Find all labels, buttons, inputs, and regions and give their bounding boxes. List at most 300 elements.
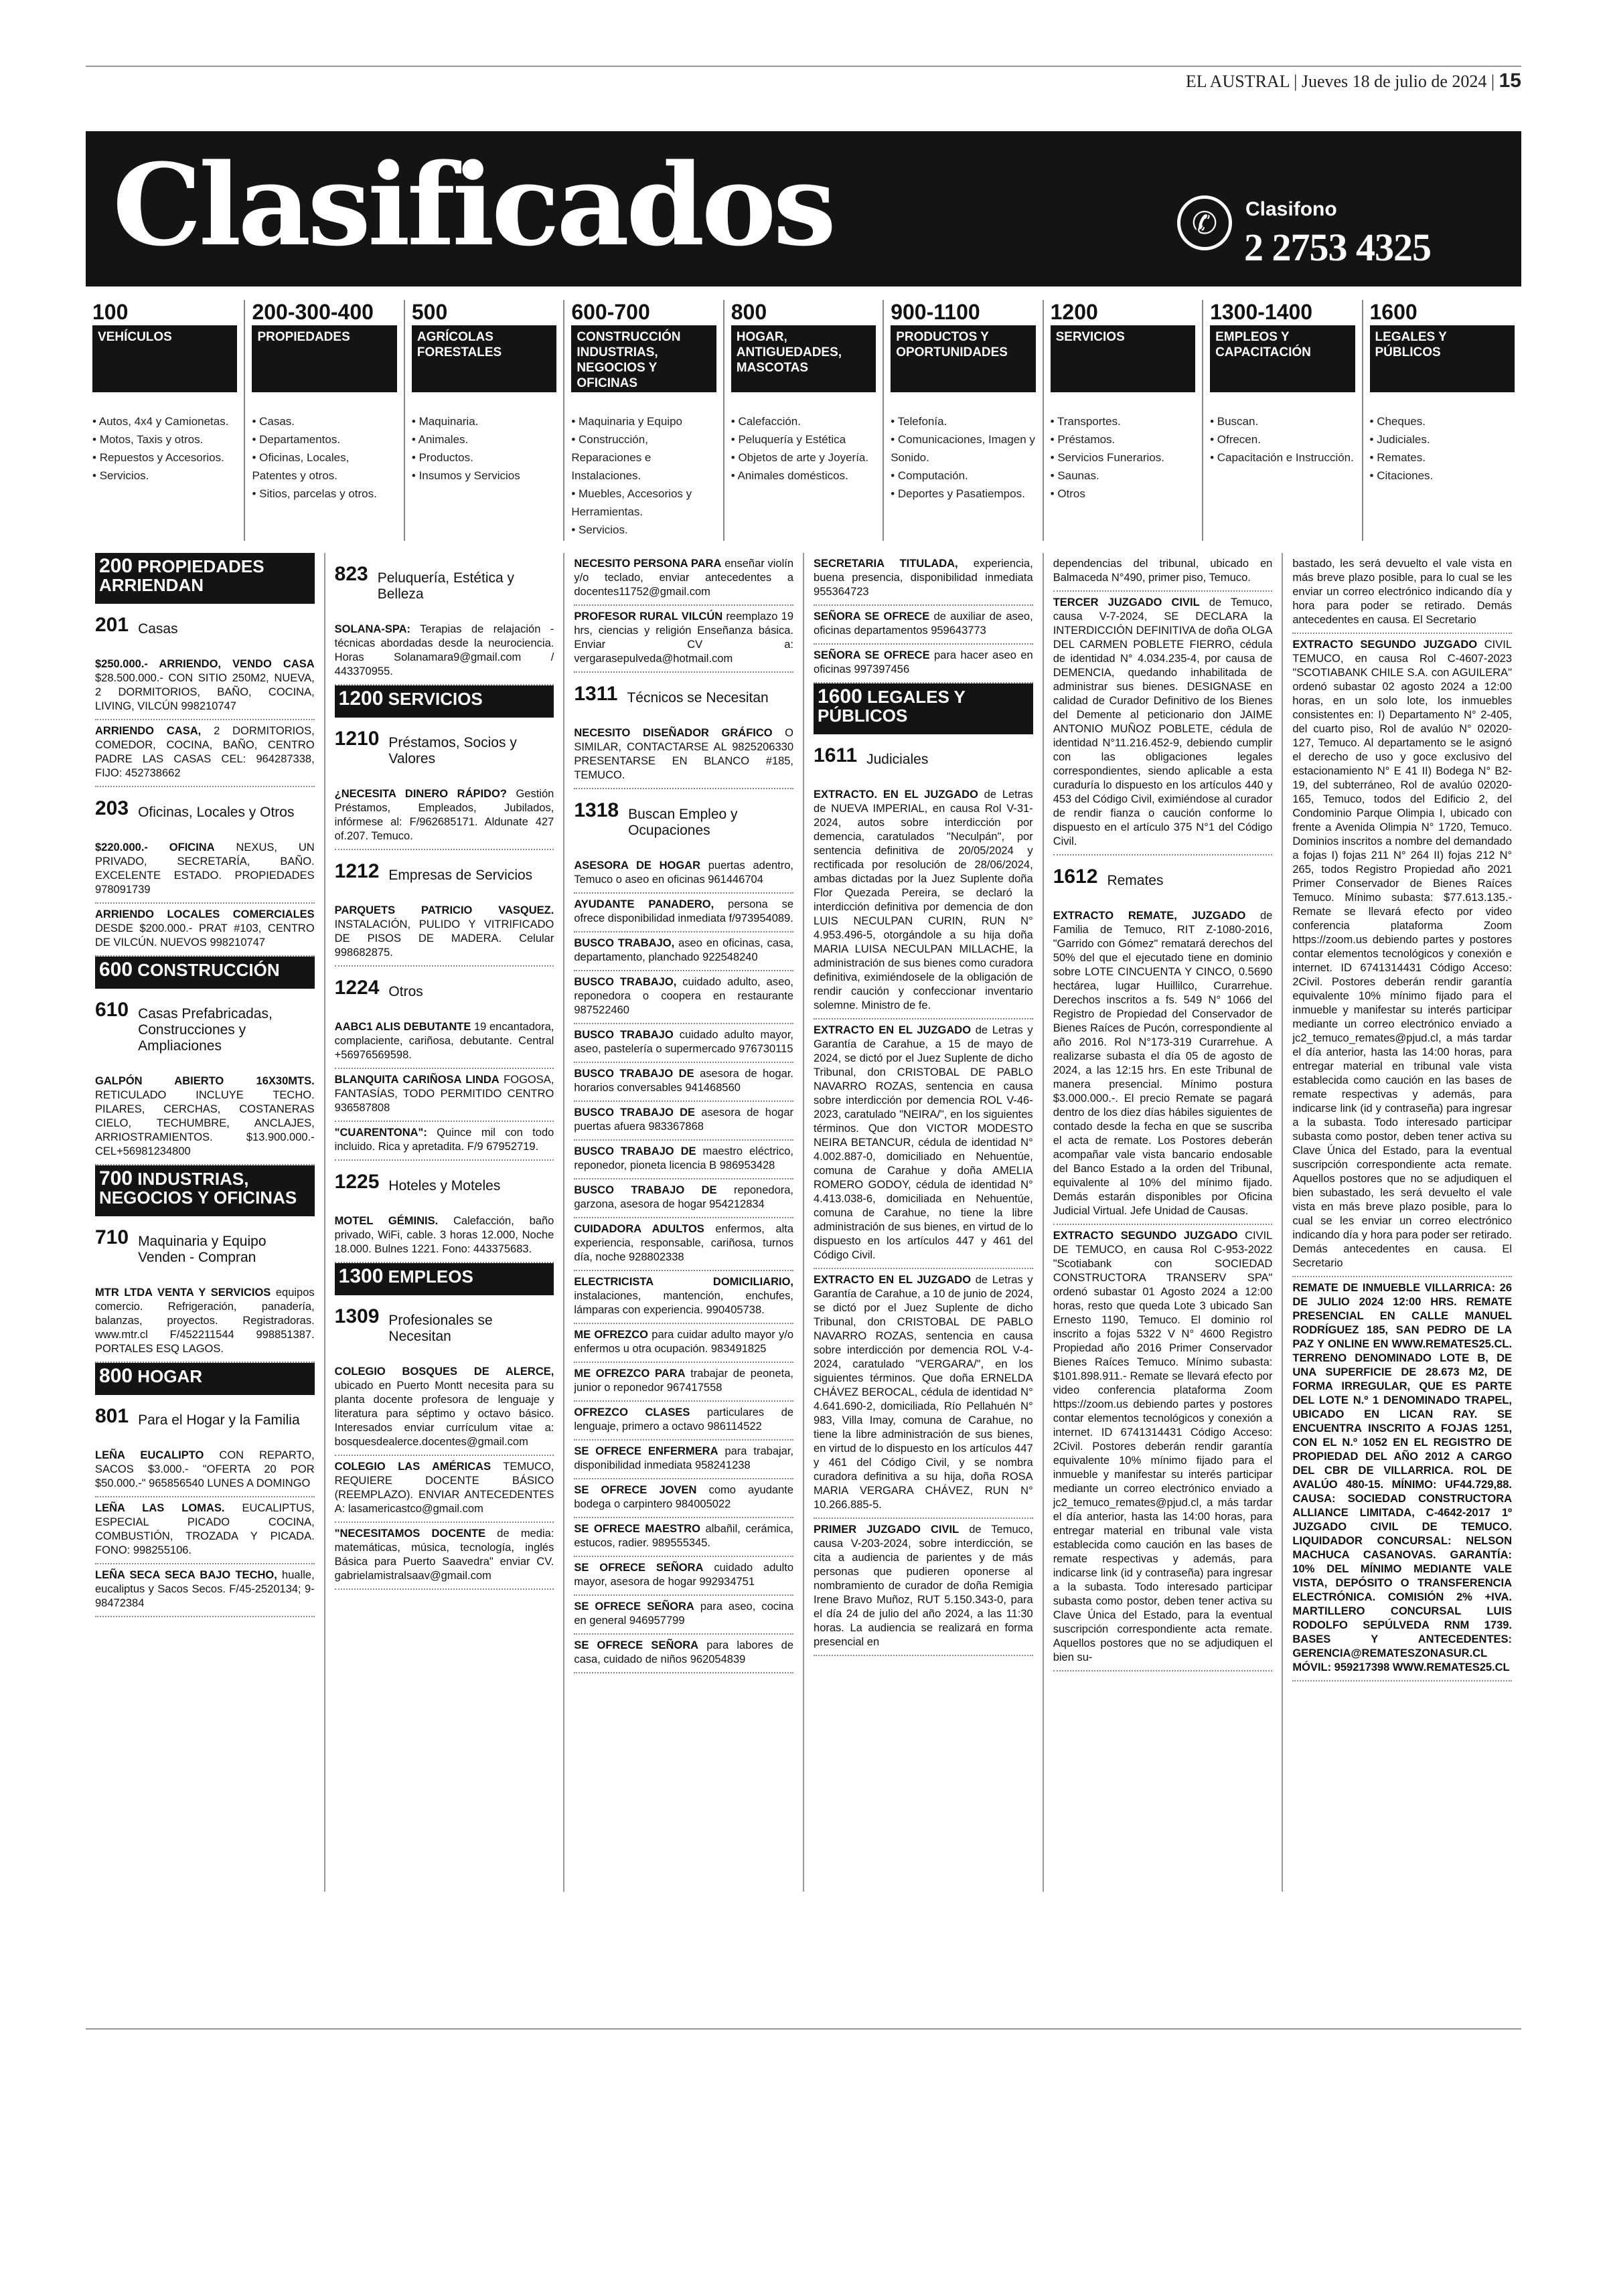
subsection-number: 1225 (334, 1171, 380, 1193)
classifieds-columns (86, 553, 1521, 1892)
classified-ad (574, 932, 793, 971)
ad-lead: EXTRACTO REMATE, JUZGADO (1053, 910, 1246, 922)
category-index (86, 300, 1521, 541)
classified-ad (95, 1497, 315, 1564)
ad-text: equipos comercio. Refrigeración, panadería, balanzas, proyectos. Registradoras. www.mtr.cl F/452211544 998851387. PORTALES ESQ LAGOS. (95, 1287, 315, 1355)
ad-text: de Temuco, causa V-7-2024, SE DECLARA la INTERDICCIÓN DEFINITIVA de doña OLGA DEL CARMEN POBLETE FIERRO, cédula de identidad N° 4.034.235-4, por causa de DEMENCIA, quedando inhabilitada de administrar sus bienes. DESIGNASE en calidad de Curador Definitivo de los Bienes del Demente al peticionario don JAIME ANTONIO MUÑOZ POBLETE, cédula de identidad N°11.216.452-9, debiendo cumplir con las obligaciones legales correspondientes, siendo aplicable a esta curaduría lo dispuesto en los artículos 440 y 453 del Código Civil, eximiéndose al curador de rendir fianza o caución conforme lo dispuesto en el artículo 375 N°1 del Código Civil. (1053, 596, 1273, 847)
ad-lead: PRIMER JUZGADO CIVIL (814, 1524, 960, 1536)
index-item: • Citaciones. (1370, 467, 1515, 485)
classified-ad (335, 1456, 554, 1523)
section-title: SERVICIOS (388, 689, 483, 709)
subsection-title: Buscan Empleo y Ocupaciones (628, 807, 738, 838)
ad-lead: SECRETARIA TITULADA, (814, 558, 958, 570)
classified-ad (814, 606, 1033, 645)
classified-ad (574, 1179, 793, 1218)
subsection-title: Empresas de Servicios (388, 868, 533, 883)
index-items (252, 412, 396, 503)
classified-ad (574, 1441, 793, 1479)
ad-lead: MOTEL GÉMINIS. (334, 1215, 439, 1227)
classified-ad (574, 1271, 793, 1324)
subsection-header (95, 797, 315, 821)
subsection-header (574, 683, 793, 706)
section-header (95, 957, 315, 989)
classified-ad (1053, 592, 1273, 855)
subsection-title: Casas (138, 621, 178, 637)
subsection-number: 203 (95, 797, 129, 819)
classifieds-banner (86, 131, 1521, 286)
ad-lead: SE OFRECE SEÑORA (574, 1601, 694, 1613)
index-item: • Remates. (1370, 448, 1515, 467)
index-label: CONSTRUCCIÓN INDUSTRIAS, NEGOCIOS Y OFICINAS (571, 325, 716, 392)
index-item: • Servicios. (92, 467, 237, 485)
subsection-title: Otros (388, 984, 423, 999)
index-label: PRODUCTOS Y OPORTUNIDADES (891, 325, 1035, 392)
ad-text: reponedora, garzona, asesora de hogar 954212834 (574, 1184, 794, 1210)
ad-text: enfermos, alta experiencia, responsable, cariñosa, turnos día, noche 928802338 (574, 1223, 794, 1263)
index-item: • Servicios. (571, 521, 716, 539)
classified-ad (95, 1445, 315, 1497)
index-number: 1200 (1050, 300, 1098, 324)
subsection-header (95, 1226, 315, 1266)
ad-lead: BUSCO TRABAJO DE (574, 1184, 717, 1196)
index-label: LEGALES Y PÚBLICOS (1370, 325, 1515, 392)
classified-ad (1053, 905, 1273, 1225)
ad-text: cuidado adulto mayor, aseo, pastelería o supermercado 976730115 (574, 1029, 794, 1055)
ad-text: albañil, cerámica, estucos, radier. 989555345. (574, 1523, 794, 1549)
index-item: • Maquinaria. (412, 412, 556, 430)
ad-lead: ARRIENDO CASA, (95, 725, 202, 737)
index-item: • Insumos y Servicios (412, 467, 556, 485)
classified-ad (95, 1070, 315, 1165)
classified-ad (574, 1557, 793, 1596)
classified-ad (95, 904, 315, 957)
section-header (95, 1363, 315, 1395)
classified-ad (574, 1479, 793, 1518)
subsection-number: 610 (95, 999, 129, 1021)
classified-ad (574, 553, 793, 606)
section-title: CONSTRUCCIÓN (137, 960, 280, 980)
ad-lead: BUSCO TRABAJO DE (574, 1068, 694, 1080)
ad-lead: $220.000.- OFICINA (95, 841, 215, 853)
ad-lead: ME OFREZCO PARA (574, 1368, 686, 1380)
ad-text: hualle, eucaliptus y Sacos Secos. F/45-2520134; 9-98472384 (95, 1569, 315, 1609)
ad-text: CON REPARTO, SACOS $3.000.- "OFERTA 20 POR $50.000.-" 965856540 LUNES A DOMINGO (95, 1449, 315, 1489)
index-number: 800 (731, 300, 767, 324)
index-label: PROPIEDADES (252, 325, 396, 392)
index-number: 1300-1400 (1210, 300, 1313, 324)
classifieds-column (86, 553, 325, 1892)
ad-text: bastado, les será devuelto el vale vista en más breve plazo posible, para lo cual se les enviar un correo electrónico indicando día y hora para poder se retirado. Demás antecedentes en causa. El Secretario (1292, 558, 1513, 626)
subsection-number: 823 (334, 563, 368, 585)
ad-text: FOGOSA, FANTASÍAS, TODO PERMITIDO CENTRO 936587808 (334, 1074, 554, 1114)
subsection-number: 1212 (334, 860, 380, 882)
ad-lead: SE OFRECE ENFERMERA (574, 1445, 718, 1457)
section-title: INDUSTRIAS, NEGOCIOS Y OFICINAS (99, 1169, 297, 1208)
classified-ad (574, 1402, 793, 1441)
ad-lead: BUSCO TRABAJO DE (574, 1145, 696, 1157)
ad-text: para trabajar, disponibilidad inmediata 958241238 (574, 1445, 794, 1471)
subsection-title: Casas Prefabricadas, Construcciones y Ampliaciones (138, 1006, 273, 1054)
ad-lead: REMATE DE INMUEBLE VILLARRICA: 26 DE JULIO 2024 12:00 HRS. REMATE PRESENCIAL EN CALLE MANUEL RODRÍGUEZ 185, SAN PEDRO DE LA PAZ Y ONLINE EN WWW.REMATES25.CL. TERRENO DENOMINADO LOTE B, DE UNA SUPERFICIE DE 28.673 M2, DE FORMA IRREGULAR, QUE ES PARTE DEL LOTE N.º 1 DENOMINADO TRAPEL, UBICADO EN LICAN RAY. SE ENCUENTRA INSCRITO A FOJAS 1251, CON EL N.º 1052 EN EL REGISTRO DE PROPIEDAD DEL AÑO 2012 A CARGO DEL CBR DE VILLARRICA. ROL DE AVALÚO 480-15. MÍNIMO: UF44.729,88. CAUSA: SOCIEDAD CONSTRUCTORA ALLIANCE LIMITADA, C-4642-2017 1º JUZGADO CIVIL DE TEMUCO. LIQUIDADOR CONCURSAL: NELSON MACHUCA CASANOVAS. GARANTÍA: 10% DEL MÍNIMO MEDIANTE VALE VISTA, DEPÓSITO O TRANSFERENCIA ELECTRÓNICA. COMISIÓN 2% +IVA. MARTILLERO CONCURSAL LUIS RODOLFO SEPÚLVEDA RNM 1739. BASES Y ANTECEDENTES: GERENCIA@REMATESZONASUR.CL MÓVIL: 959217398 WWW.REMATES25.CL (1292, 1282, 1513, 1673)
ad-lead: EXTRACTO SEGUNDO JUZGADO (1292, 639, 1478, 651)
ad-lead: ME OFREZCO (574, 1329, 649, 1341)
index-number: 900-1100 (891, 300, 980, 324)
classified-ad (335, 1210, 554, 1263)
ad-lead: LEÑA LAS LOMAS. (95, 1502, 225, 1514)
classified-ad (574, 894, 793, 932)
index-number: 600-700 (571, 300, 650, 324)
subsection-title: Para el Hogar y la Familia (138, 1412, 300, 1428)
subsection-number: 710 (95, 1226, 129, 1248)
ad-lead: SE OFRECE JOVEN (574, 1484, 697, 1496)
ad-lead: CUIDADORA ADULTOS (574, 1223, 704, 1235)
paper-name: EL AUSTRAL (1185, 72, 1290, 91)
ad-text: CIVIL TEMUCO, en causa Rol C-4607-2023 "SCOTIABANK CHILE S.A. con AGUILERA" ordenó subastar 02 agosto 2024 a 12:00 horas, en un solo lote, los inmuebles consistentes en: I) Departamento N° 2-405, del cuarto piso, Rol de avalúo N° 02020-127, Temuco. Al departamento se le asignó el derecho de uso y goce exclusivo del estacionamiento N° E 41 II) Bodega N° B2-19, del subterráneo, Rol de avalúo 02020-165, Temuco, todos del Edificio 2, del Condominio Parque Olimpia I, ubicado con frente a Avenida Olimpia N° 1720, Temuco. Dominios inscritos a nombre del demandado a fojas I) fojas 211 N° 264 II) fojas 212 N° 265, todos Registro Propiedad año 2021 Primer Conservador de Bienes Raíces Temuco. Mínimo subasta: $77.613.135.- Remate se llevará efecto por video conferencia plataforma Zoom https://zoom.us debiendo partes y postores contar elementos tecnológicos y conexión e internet. ID 6741314431 Código Acceso: 2Civil. Postores deberán rendir garantía equivalente 10% mínimo fijado para el inmueble y manifestar su interés participar mediante un correo electrónico enviado a jc2_temuco_remates@pjud.cl, a más tardar el día anterior, hasta las 14:00 horas, para entregar material en tribunal vale vista establecida como caución en las bases de remate respectivas y además, para indicarse link (id y contraseña) para ingresar a la subasta. Todo interesado participar subasta como postor, deben tener activa su Clave Única del Estado, para la eventual suscripción correspondiente acta remate. Aquellos postores que no se adjudiquen el bien subastado, les será devuelto el vale vista en más breve plazo posible, para lo cual se les enviar un correo electrónico indicando día y hora para poder ser retirado. Demás antecedentes en causa. El Secretario (1292, 639, 1513, 1269)
ad-lead: TERCER JUZGADO CIVIL (1053, 596, 1200, 608)
index-items (1370, 412, 1515, 485)
ad-text: de auxiliar de aseo, oficinas departamentos 959643773 (814, 610, 1033, 637)
section-number: 600 (99, 959, 133, 981)
index-item: • Objetos de arte y Joyería. (731, 448, 876, 467)
ad-lead: PARQUETS PATRICIO VASQUEZ. (334, 904, 554, 916)
index-item: • Calefacción. (731, 412, 876, 430)
classified-ad (814, 784, 1033, 1019)
clasifono-label: Clasifono (1245, 198, 1337, 220)
ad-text: 19 encantadora, complaciente, cariñosa, debutante. Central +56976569598. (334, 1021, 554, 1061)
index-item: • Maquinaria y Equipo (571, 412, 716, 430)
ad-text: para hacer aseo en oficinas 997397456 (814, 649, 1033, 675)
ad-text: asesora de hogar. horarios conversables 941468560 (574, 1068, 794, 1094)
ad-lead: EXTRACTO. EN EL JUZGADO (814, 789, 978, 801)
section-header (95, 1165, 315, 1216)
ad-lead: EXTRACTO EN EL JUZGADO (814, 1024, 972, 1036)
classified-ad (335, 1361, 554, 1456)
subsection-title: Maquinaria y Equipo Venden - Compran (138, 1234, 266, 1265)
ad-lead: ELECTRICISTA DOMICILIARIO, (574, 1276, 794, 1288)
classified-ad (574, 1324, 793, 1363)
subsection-header (95, 999, 315, 1054)
index-item: • Productos. (412, 448, 556, 467)
classifieds-column (564, 553, 804, 1892)
section-number: 800 (99, 1365, 133, 1387)
index-category (245, 300, 404, 541)
ad-lead: SE OFRECE SEÑORA (574, 1639, 699, 1651)
ad-text: CIVIL DE TEMUCO, en causa Rol C-953-2022 "Scotiabank con SOCIEDAD CONSTRUCTORA TRANSERV SPA" ordenó subastar 01 Agosto 2024 a 12:00 horas, resto que queda Lote 3 ubicado San Ernesto 1190, Temuco. El dominio rol inscrito a fojas 5322 V N° 4600 Registro Propiedad año 2016 Primer Conservador Bienes Raíces Temuco. Mínimo subasta: $101.898.911.- Remate se llevará efecto por video conferencia plataforma Zoom https://zoom.us debiendo partes y postores contar elementos tecnológicos y conexión a internet. ID 6741314431 Código Acceso: 2Civil. Postores deberán rendir garantía equivalente 10% mínimo fijado para el inmueble y manifestar su interés participar mediante un correo electrónico enviado a jc2_temuco_remates@pjud.cl, a más tardar el día anterior, hasta las 14:00 horas, para entregar material en tribunal vale vista establecida como caución en las bases de remate respectivas y además, para indicarse link (id y contraseña) para ingresar a la subasta. Todo interesado participar subasta como postor, deben tener activa su Clave Única del Estado, para la eventual suscripción correspondiente acta remate. Aquellos postores que no se adjudiquen el bien su- (1053, 1230, 1273, 1663)
subsection-number: 1318 (574, 799, 619, 821)
ad-lead: $250.000.- ARRIENDO, VENDO CASA (95, 658, 315, 670)
ad-text: ubicado en Puerto Montt necesita para su planta docente profesora de lenguaje y literatura para séptimo y octavo básico. Interesados enviar currículum vitae a: bosquesdealerce.docentes@gmail.com (334, 1380, 554, 1448)
subsection-header (574, 799, 793, 839)
index-item: • Autos, 4x4 y Camionetas. (92, 412, 237, 430)
section-number: 1300 (338, 1265, 384, 1287)
index-category (724, 300, 884, 541)
classified-ad (1292, 634, 1512, 1277)
classified-ad (95, 653, 315, 720)
ad-text: DESDE $200.000.- PRAT #103, CENTRO DE VILCÚN. NUEVOS 998210747 (95, 922, 315, 949)
index-label: SERVICIOS (1051, 325, 1195, 392)
ad-lead: PROFESOR RURAL VILCÚN (574, 610, 723, 623)
classified-ad (95, 837, 315, 904)
index-category (884, 300, 1043, 541)
index-item: • Buscan. (1210, 412, 1355, 430)
classified-ad (574, 1024, 793, 1063)
ad-text: particulares de lenguaje, primero a octavo 986114522 (574, 1406, 794, 1432)
index-item: • Cheques. (1370, 412, 1515, 430)
ad-lead: COLEGIO BOSQUES DE ALERCE, (334, 1366, 554, 1378)
ad-lead: BUSCO TRABAJO (574, 1029, 674, 1041)
classified-ad (574, 855, 793, 894)
classified-ad (335, 1122, 554, 1161)
index-item: • Ofrecen. (1210, 430, 1355, 448)
subsection-number: 1612 (1053, 866, 1098, 888)
subsection-number: 1210 (334, 728, 380, 750)
index-item: • Repuestos y Accesorios. (92, 448, 237, 467)
ad-lead: MTR LTDA VENTA Y SERVICIOS (95, 1287, 271, 1299)
index-number: 100 (92, 300, 129, 324)
subsection-number: 201 (95, 614, 129, 636)
section-header (335, 685, 554, 718)
classified-ad (574, 1218, 793, 1271)
classified-ad (814, 1269, 1033, 1519)
ad-lead: SEÑORA SE OFRECE (814, 649, 930, 661)
ad-text: TEMUCO, REQUIERE DOCENTE BÁSICO (REEMPLAZO). ENVIAR ANTECEDENTES A: lasamericastco@gmail.com (334, 1461, 554, 1515)
ad-lead: BUSCO TRABAJO DE (574, 1106, 696, 1119)
ad-text: NEXUS, UN PRIVADO, SECRETARÍA, BAÑO. EXCELENTE ESTADO. PROPIEDADES 978091739 (95, 841, 315, 896)
ad-text: como ayudante bodega o carpintero 984005022 (574, 1484, 794, 1510)
index-item: • Deportes y Pasatiempos. (891, 485, 1035, 503)
index-item: • Judiciales. (1370, 430, 1515, 448)
ad-lead: AABC1 ALIS DEBUTANTE (334, 1021, 471, 1033)
ad-text: $28.500.000.- CON SITIO 250M2, NUEVA, 2 DORMITORIOS, BAÑO, COCINA, LIVING, VILCÚN 998210747 (95, 672, 315, 712)
ad-lead: SEÑORA SE OFRECE (814, 610, 930, 623)
subsection-title: Profesionales se Necesitan (388, 1313, 493, 1344)
classified-ad (814, 553, 1033, 606)
ad-text: persona se ofrece disponibilidad inmediata f/973954089. (574, 898, 793, 924)
subsection-header (1053, 866, 1273, 889)
index-item: • Peluquería y Estética (731, 430, 876, 448)
issue-date: Jueves 18 de julio de 2024 (1301, 72, 1487, 91)
index-label: HOGAR, ANTIGUEDADES, MASCOTAS (731, 325, 876, 392)
index-category (564, 300, 724, 541)
index-category (405, 300, 564, 541)
section-title: EMPLEOS (388, 1266, 473, 1287)
index-item: • Muebles, Accesorios y Herramientas. (571, 485, 716, 521)
index-item: • Saunas. (1051, 467, 1195, 485)
index-item: • Telefonía. (891, 412, 1035, 430)
ad-text: INSTALACIÓN, PULIDO Y VITRIFICADO DE PISOS DE MADERA. Celular 998682875. (334, 918, 554, 959)
subsection-header (334, 1171, 554, 1194)
index-item: • Comunicaciones, Imagen y Sonido. (891, 430, 1035, 467)
ad-text: aseo en oficinas, casa, departamento, planchado 922548240 (574, 937, 794, 963)
classified-ad (335, 1523, 554, 1590)
classified-ad (574, 1518, 793, 1557)
index-items (1051, 412, 1195, 503)
classified-ad (1292, 553, 1512, 634)
index-number: 1600 (1369, 300, 1418, 324)
ad-lead: NECESITO DISEÑADOR GRÁFICO (574, 727, 773, 739)
index-number: 500 (411, 300, 448, 324)
ad-text: Calefacción, baño privado, WiFi, cable. 3 horas 12.000, Noche 18.000. Bulnes 1221. Fono: 443375683. (334, 1215, 554, 1255)
subsection-number: 1309 (334, 1305, 380, 1327)
ad-lead: AYUDANTE PANADERO, (574, 898, 714, 910)
classified-ad (335, 783, 554, 850)
top-rule (86, 66, 1521, 67)
classified-ad (574, 606, 793, 673)
index-items (1210, 412, 1355, 467)
index-item: • Capacitación e Instrucción. (1210, 448, 1355, 467)
classified-ad (95, 1282, 315, 1363)
ad-text: Terapias de relajación - técnicas abordadas desde la neurociencia. Horas Solanamara9@gmail.com / 443370955. (334, 623, 554, 677)
subsection-title: Judiciales (866, 752, 929, 767)
index-category (1363, 300, 1521, 541)
section-header (95, 553, 315, 604)
index-item: • Préstamos. (1051, 430, 1195, 448)
subsection-title: Préstamos, Socios y Valores (388, 735, 517, 766)
classified-ad (335, 1016, 554, 1069)
subsection-title: Hoteles y Moteles (388, 1178, 501, 1194)
index-item: • Servicios Funerarios. (1051, 448, 1195, 467)
classified-ad (814, 1019, 1033, 1269)
index-items (412, 412, 556, 485)
subsection-header (334, 860, 554, 884)
ad-text: para aseo, cocina en general 946957799 (574, 1601, 794, 1627)
ad-lead: BUSCO TRABAJO, (574, 937, 675, 949)
ad-text: de Temuco, causa V-203-2024, sobre interdicción, se cita a audiencia de parientes y de más personas que pudieren oponerse al nombramiento de curador de doña Remigia Irene Bravo Muñoz, RUT 5.150.343-0, para el día 24 de julio del año 2024, a las 11:30 horas. La audiencia se realizará en forma presencial en (814, 1524, 1033, 1648)
section-title: PROPIEDADES ARRIENDAN (99, 556, 264, 595)
classified-ad (95, 720, 315, 787)
subsection-header (334, 977, 554, 1000)
classified-ad (574, 971, 793, 1024)
index-items (571, 412, 716, 539)
ad-text: de Letras de NUEVA IMPERIAL, en causa Rol V-31-2024, autos sobre interdicción por demencia, caratulados "Neculpán", por sentencia definitiva de 20/05/2024 y rectificada por resolución de 28/06/2024, ambas dictadas por la Juez Suplente doña Flor Quezada Pereira, se declaró la interdicción definitiva por demencia de don LUIS NECULPAN CURIN, RUN N° 4.953.496-5, otorgándole a su hija doña MARIA LUISA NECULPAN MILLACHE, la administración de sus bienes como curadora definitiva, eximiéndosele de la obligación de rendir caución y confeccionar inventario solemne. Ministro de fe. (814, 789, 1033, 1011)
index-item: • Animales. (412, 430, 556, 448)
subsection-number: 801 (95, 1405, 129, 1427)
ad-text: enseñar violín y/o teclado, enviar antecedentes a docentes11752@gmail.com (574, 558, 794, 598)
ad-lead: LEÑA EUCALIPTO (95, 1449, 204, 1461)
index-item: • Sitios, parcelas y otros. (252, 485, 396, 503)
ad-lead: ARRIENDO LOCALES COMERCIALES (95, 908, 315, 920)
ad-lead: SOLANA-SPA: (334, 623, 411, 635)
ad-text: EUCALIPTUS, ESPECIAL PICADO COCINA, COMBUSTIÓN, TROZADA Y PICADA. FONO: 998255106. (95, 1502, 315, 1556)
section-number: 1600 (818, 685, 862, 708)
classified-ad (1292, 1277, 1512, 1682)
classified-ad (335, 1069, 554, 1122)
ad-lead: OFREZCO CLASES (574, 1406, 690, 1418)
classified-ad (574, 1363, 793, 1402)
subsection-header (334, 563, 554, 602)
classified-ad (574, 1063, 793, 1102)
ad-lead: SE OFRECE SEÑORA (574, 1562, 704, 1574)
subsection-header (95, 614, 315, 637)
ad-lead: SE OFRECE MAESTRO (574, 1523, 700, 1535)
ad-text: O SIMILAR, CONTACTARSE AL 9825206330 PRESENTARSE EN BLANCO #185, TEMUCO. (574, 727, 794, 781)
index-item: • Casas. (252, 412, 396, 430)
page-header: EL AUSTRAL | Jueves 18 de julio de 2024 | 15 (1185, 70, 1521, 92)
classified-ad (95, 1564, 315, 1617)
index-items (92, 412, 237, 485)
ad-lead: COLEGIO LAS AMÉRICAS (334, 1461, 491, 1473)
ad-text: de Letras y Garantía de Carahue, a 10 de junio de 2024, se dictó por el Juez Suplente de dicho Tribunal, don CRISTOBAL DE PABLO NAVARRO ROZAS, sentencia en causa sobre interdicción por demencia ROL V-4-2024, caratulado "VERGARA/", en los siguientes términos. Que doña ERNELDA CHÁVEZ BEROCAL, cédula de identidad N° 4.641.690-2, domiciliada, Río Pellahuén N° 983, Villa Imay, comuna de Carahue, no tiene la libre administración de sus bienes, en virtud de lo dispuesto en los artículos 447 y 461 del Código Civil, y se nombra curadora definitiva a su hija, doña ROSA MARIA VERGARA CHÁVEZ, RUN N° 10.266.885-5. (814, 1274, 1033, 1511)
index-item: • Motos, Taxis y otros. (92, 430, 237, 448)
classified-ad (814, 1519, 1033, 1656)
section-header (335, 1263, 554, 1295)
index-category (86, 300, 245, 541)
ad-lead: NECESITO PERSONA PARA (574, 558, 722, 570)
index-label: EMPLEOS Y CAPACITACIÓN (1210, 325, 1355, 392)
ad-text: reemplazo 19 hrs, ciencias y religión Enseñanza básica. Enviar CV a: vergarasepulveda@hotmail.com (574, 610, 794, 665)
ad-lead: EXTRACTO EN EL JUZGADO (814, 1274, 972, 1286)
index-item: • Construcción, Reparaciones e Instalaciones. (571, 430, 716, 485)
section-header (814, 683, 1033, 734)
index-item: • Otros (1051, 485, 1195, 503)
subsection-header (95, 1405, 315, 1428)
classified-ad (574, 1596, 793, 1635)
subsection-number: 1224 (334, 977, 380, 999)
index-number: 200-300-400 (252, 300, 374, 324)
ad-text: Quince mil con todo incluido. Rica y apretadita. F/9 67952719. (334, 1127, 554, 1153)
index-items (731, 412, 876, 485)
subsection-header (334, 728, 554, 767)
ad-text: de Familia de Temuco, RIT Z-1080-2016, "Garrido con Gómez" rematará derechos del 50% del que el ejecutado tiene en dominio sobre LOTE CINCUENTA Y CINCO, 0.5690 hectárea, lugar Huillilco, Curarrehue. Derechos inscritos a fs. 549 N° 1066 del Registro de Propiedad del Conservador de Bienes Raíces de Pucón, correspondiente al año 2016. Rol N°173-319 Curarrehue. A realizarse subasta el día 05 de agosto de 2024, a las 12:15 hrs. En este Tribunal de manera presencial. Mínimo postura $3.000.000.-. El precio Remate se pagará dentro de los diez días hábiles siguientes de contado desde la fecha en que se suscriba el acta de remate. Los Postores deberán acompañar vale vista bancario endosable del Banco Estado a la orden del Tribunal, equivalente al 10% del mínimo fijado. Demás estarán disponibles por Oficina Judicial Virtual. Jefe Unidad de Causas. (1053, 910, 1273, 1217)
page-number: 15 (1499, 70, 1521, 92)
banner-title: Clasificados (112, 139, 834, 271)
index-items (891, 412, 1035, 503)
classified-ad (574, 1635, 793, 1673)
index-item: • Animales domésticos. (731, 467, 876, 485)
ad-lead: GALPÓN ABIERTO 16X30MTS. (95, 1075, 315, 1087)
ad-text: asesora de hogar puertas afuera 983367868 (574, 1106, 794, 1133)
ad-text: trabajar de peoneta, junior o reponedor 967417558 (574, 1368, 794, 1394)
section-number: 700 (99, 1167, 133, 1190)
classified-ad (574, 1141, 793, 1179)
index-item: • Computación. (891, 467, 1035, 485)
subsection-number: 1611 (814, 744, 858, 766)
classifieds-column (325, 553, 565, 1892)
classifieds-column (1044, 553, 1284, 1892)
subsection-title: Peluquería, Estética y Belleza (377, 570, 515, 602)
subsection-title: Técnicos se Necesitan (627, 690, 769, 706)
ad-lead: "NECESITAMOS DOCENTE (334, 1528, 486, 1540)
bottom-rule (86, 2028, 1521, 2030)
classifieds-column (804, 553, 1044, 1892)
section-title: HOGAR (137, 1366, 203, 1386)
ad-text: 2 DORMITORIOS, COMEDOR, COCINA, BAÑO, CENTRO PADRE LAS CASAS CEL: 964287338, FIJO: 452738662 (95, 725, 315, 779)
ad-lead: LEÑA SECA SECA BAJO TECHO, (95, 1569, 277, 1581)
ad-text: cuidado adulto, aseo, reponedora o coopera en restaurante 987522460 (574, 976, 794, 1016)
ad-lead: EXTRACTO SEGUNDO JUZGADO (1053, 1230, 1238, 1242)
subsection-header (814, 744, 1033, 768)
ad-text: RETICULADO INCLUYE TECHO. PILARES, CERCHAS, COSTANERAS CIELO, TECHUMBRE, ANCLAJES, ARRIOSTRAMIENTOS. $13.900.000.- CEL+56981234800 (95, 1089, 315, 1157)
classified-ad (1053, 553, 1273, 592)
subsection-title: Remates (1107, 873, 1164, 888)
index-item: • Transportes. (1051, 412, 1195, 430)
ad-text: maestro eléctrico, reponedor, pioneta licencia B 986953428 (574, 1145, 794, 1171)
ad-text: cuidado adulto mayor, asesora de hogar 992934751 (574, 1562, 794, 1588)
ad-text: dependencias del tribunal, ubicado en Balmaceda N°490, primer piso, Temuco. (1053, 558, 1273, 584)
ad-text: de media: matemáticas, música, tecnología, inglés Básica para Puerto Saavedra" enviar CV. gabrielamistralsaav@gmail.com (334, 1528, 554, 1582)
ad-text: puertas adentro, Temuco o aseo en oficinas 961446704 (574, 859, 794, 886)
index-category (1203, 300, 1363, 541)
classified-ad (335, 900, 554, 967)
classified-ad (814, 645, 1033, 683)
subsection-number: 1311 (574, 683, 618, 705)
section-title: LEGALES Y PÚBLICOS (818, 687, 966, 726)
clasifono-number: 2 2753 4325 (1244, 226, 1431, 269)
classified-ad (335, 619, 554, 685)
ad-lead: BUSCO TRABAJO, (574, 976, 677, 988)
ad-text: para labores de casa, cuidado de niños 962054839 (574, 1639, 794, 1665)
classified-ad (574, 1102, 793, 1141)
